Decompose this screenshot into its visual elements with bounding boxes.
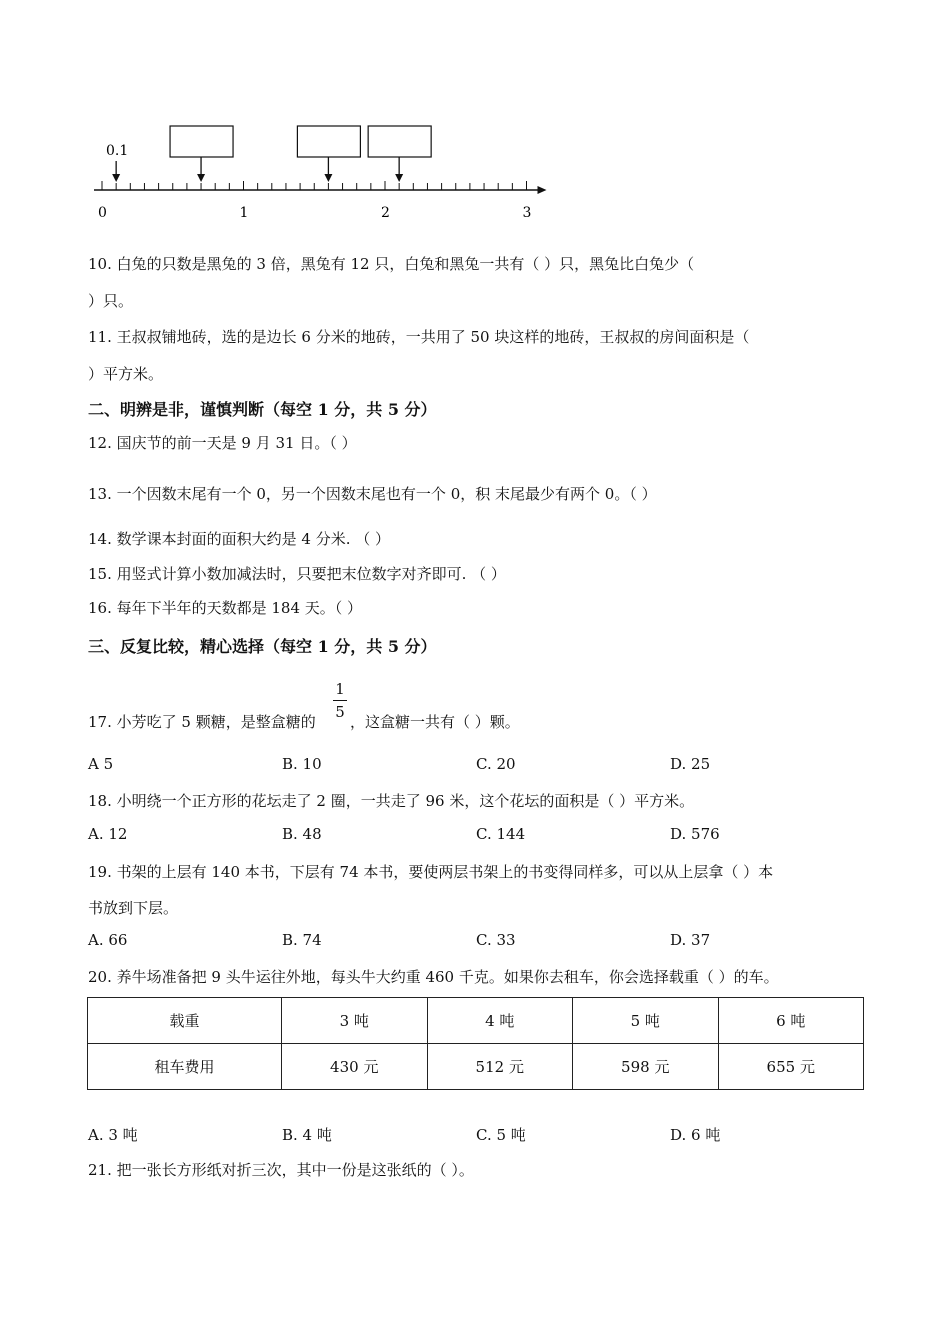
q18-option-a[interactable]: A. 12 (88, 825, 128, 843)
q19-line2: 书放到下层。 (88, 899, 179, 917)
table-cell: 655 元 (718, 1044, 864, 1090)
tick-label: 2 (381, 205, 390, 221)
q20-option-a[interactable]: A. 3 吨 (88, 1126, 138, 1144)
q13: 13. 一个因数末尾有一个 0，另一个因数末尾也有一个 0，积 末尾最少有两个 0。（ ） (88, 485, 657, 503)
fraction-numerator: 1 (335, 680, 345, 698)
table-row (88, 998, 864, 1044)
table-row (88, 1044, 864, 1090)
box-arrow-head (324, 174, 332, 182)
q11-line2: ）平方米。 (88, 365, 164, 383)
table-cell: 512 元 (427, 1044, 573, 1090)
q20-option-c[interactable]: C. 5 吨 (476, 1126, 526, 1144)
table-cell: 3 吨 (282, 998, 428, 1044)
q17-option-c[interactable]: C. 20 (476, 755, 516, 773)
q15: 15. 用竖式计算小数加减法时，只要把末位数字对齐即可. （ ） (88, 565, 506, 583)
table-cell: 6 吨 (718, 998, 864, 1044)
q17-option-d[interactable]: D. 25 (670, 755, 711, 773)
q18-option-b[interactable]: B. 48 (282, 825, 322, 843)
q16: 16. 每年下半年的天数都是 184 天。（ ） (88, 599, 363, 617)
q11-line1: 11. 王叔叔铺地砖，选的是边长 6 分米的地砖，一共用了 50 块这样的地砖，王叔叔的房间面积是（ (88, 328, 750, 346)
table-cell: 4 吨 (427, 998, 573, 1044)
axis-arrow-head (538, 186, 547, 194)
table-cell: 598 元 (573, 1044, 719, 1090)
q21: 21. 把一张长方形纸对折三次，其中一份是这张纸的（ ）。 (88, 1161, 474, 1179)
table-cell: 430 元 (282, 1044, 428, 1090)
q17-prefix: 17. 小芳吃了 5 颗糖，是整盒糖的 (88, 713, 316, 731)
q18: 18. 小明绕一个正方形的花坛走了 2 圈，一共走了 96 米，这个花坛的面积是（ ）平方米。 (88, 792, 695, 810)
q17-option-a[interactable]: A 5 (88, 755, 114, 773)
q18-option-d[interactable]: D. 576 (670, 825, 720, 843)
table-cell: 载重 (88, 998, 282, 1044)
q18-option-c[interactable]: C. 144 (476, 825, 526, 843)
q20: 20. 养牛场准备把 9 头牛运往外地，每头牛大约重 460 千克。如果你去租车，你会选择载重（ ）的车。 (88, 968, 779, 986)
tick-label: 0 (98, 205, 107, 221)
box-arrow-head (395, 174, 403, 182)
fraction-denominator: 5 (335, 703, 345, 721)
q19-option-a[interactable]: A. 66 (88, 931, 128, 949)
q17-suffix: ，这盒糖一共有（ ）颗。 (350, 713, 520, 731)
q14: 14. 数学课本封面的面积大约是 4 分米. （ ） (88, 530, 391, 548)
fraction-bar (333, 700, 347, 701)
q17-fraction (333, 680, 347, 721)
q19-option-c[interactable]: C. 33 (476, 931, 516, 949)
table-cell: 5 吨 (573, 998, 719, 1044)
number-line-start-label: 0.1 (106, 143, 129, 159)
answer-box (297, 126, 360, 157)
start-arrow-head (112, 174, 120, 182)
tick-label: 3 (522, 205, 532, 221)
section-3-title: 三、反复比较，精心选择（每空 1 分，共 5 分） (88, 637, 437, 656)
answer-box (368, 126, 431, 157)
q10-line2: ）只。 (88, 292, 134, 310)
rental-table (87, 997, 864, 1090)
q20-option-d[interactable]: D. 6 吨 (670, 1126, 721, 1144)
tick-label: 1 (239, 205, 249, 221)
q19-option-b[interactable]: B. 74 (282, 931, 322, 949)
box-arrow-head (197, 174, 205, 182)
q17-option-b[interactable]: B. 10 (282, 755, 322, 773)
q19-option-d[interactable]: D. 37 (670, 931, 711, 949)
section-2-title: 二、明辨是非，谨慎判断（每空 1 分，共 5 分） (88, 400, 437, 419)
q19-line1: 19. 书架的上层有 140 本书，下层有 74 本书，要使两层书架上的书变得同样多，可以从上层拿（ ）本 (88, 863, 774, 881)
table-cell: 租车费用 (88, 1044, 282, 1090)
q20-option-b[interactable]: B. 4 吨 (282, 1126, 332, 1144)
number-line-figure (88, 120, 558, 230)
answer-box (170, 126, 233, 157)
q12: 12. 国庆节的前一天是 9 月 31 日。（ ） (88, 434, 357, 452)
q10-line1: 10. 白兔的只数是黑兔的 3 倍，黑兔有 12 只，白兔和黑兔一共有（ ）只，黑兔比白兔少（ (88, 255, 695, 273)
